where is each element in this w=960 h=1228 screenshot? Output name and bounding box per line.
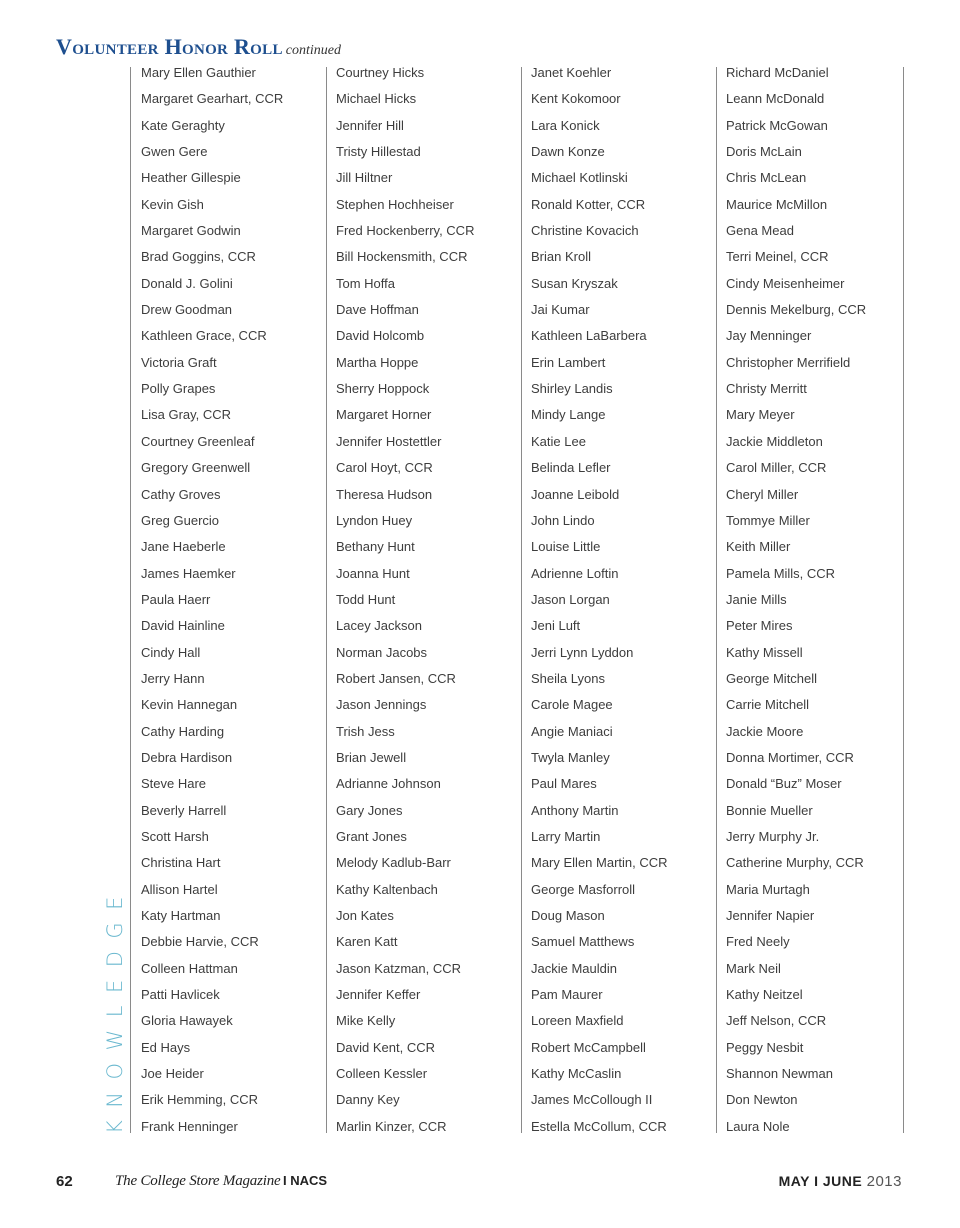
honoree-name: Loreen Maxfield — [531, 1013, 624, 1029]
honoree-name: Kathleen LaBarbera — [531, 328, 647, 344]
honoree-name: Kevin Gish — [141, 196, 204, 212]
honoree-name: Jennifer Hostettler — [336, 433, 442, 449]
publisher-name: NACS — [290, 1173, 328, 1188]
honoree-name: Gena Mead — [726, 223, 794, 239]
honoree-name: Leann McDonald — [726, 91, 825, 107]
honoree-name: Belinda Lefler — [531, 460, 611, 476]
honoree-name: Katie Lee — [531, 433, 586, 449]
honoree-name: Mary Ellen Gauthier — [141, 65, 256, 80]
honoree-name: Jon Kates — [336, 908, 394, 923]
honoree-name: Mary Meyer — [726, 407, 795, 423]
honoree-name: Stephen Hochheiser — [336, 196, 454, 212]
honoree-name: Jackie Moore — [726, 723, 804, 739]
honoree-name: Fred Hockenberry, CCR — [336, 223, 475, 239]
honoree-name: Joe Heider — [141, 1066, 204, 1082]
honoree-name: Trish Jess — [336, 723, 395, 739]
honoree-name: Louise Little — [531, 539, 601, 555]
honoree-name: Kent Kokomoor — [531, 91, 621, 107]
honoree-name: Jeff Nelson, CCR — [726, 1013, 827, 1029]
issue-year: 2013 — [866, 1173, 902, 1190]
honoree-name: Erin Lambert — [531, 354, 606, 370]
honoree-name: Pam Maurer — [531, 987, 603, 1003]
honoree-name: Jeni Luft — [531, 618, 581, 634]
section-subtitle: continued — [285, 43, 341, 58]
name-column-3 — [531, 60, 668, 1140]
honoree-name: Karen Katt — [336, 934, 398, 950]
honoree-name: Janie Mills — [726, 591, 787, 607]
honoree-name: Kevin Hannegan — [141, 697, 238, 713]
magazine-title — [115, 1173, 280, 1190]
honoree-name: David Holcomb — [336, 328, 425, 344]
honoree-name: Mary Ellen Martin, CCR — [531, 855, 668, 871]
honoree-name: Gwen Gere — [141, 144, 208, 160]
honoree-name: Jason Katzman, CCR — [336, 960, 461, 976]
honoree-name: Cathy Groves — [141, 486, 221, 502]
honoree-name: Frank Henninger — [141, 1118, 238, 1134]
issue-months: MAY I JUNE — [778, 1173, 863, 1189]
honoree-name: Robert McCampbell — [531, 1039, 646, 1055]
honoree-name: Jerry Murphy Jr. — [726, 828, 820, 844]
honoree-name: Paula Haerr — [141, 591, 211, 607]
honoree-name: Cheryl Miller — [726, 486, 799, 502]
honoree-name: Drew Goodman — [141, 302, 233, 318]
honoree-name: Tom Hoffa — [336, 275, 396, 291]
column-divider — [716, 67, 717, 1133]
honoree-name: Greg Guercio — [141, 512, 220, 528]
honoree-name: Susan Kryszak — [531, 275, 618, 291]
honoree-name: Doug Mason — [531, 908, 605, 923]
honoree-name: Lyndon Huey — [336, 512, 413, 528]
honoree-name: Donald J. Golini — [141, 275, 233, 291]
honoree-name: Erik Hemming, CCR — [141, 1092, 259, 1108]
honoree-name: Jackie Mauldin — [531, 960, 617, 976]
honoree-name: Carol Hoyt, CCR — [336, 460, 433, 476]
publisher-label — [283, 1173, 327, 1188]
honoree-name: Samuel Matthews — [531, 934, 635, 950]
honoree-name: Scott Harsh — [141, 828, 209, 844]
honoree-name: Dawn Konze — [531, 144, 605, 160]
honoree-name: Kathy Neitzel — [726, 987, 803, 1003]
honoree-name: Jennifer Hill — [336, 117, 404, 133]
honoree-name: Jill Hiltner — [336, 170, 393, 186]
honoree-name: Chris McLean — [726, 170, 807, 186]
honoree-name: Carrie Mitchell — [726, 697, 810, 713]
honoree-name: Lisa Gray, CCR — [141, 407, 232, 423]
name-column-1 — [141, 60, 283, 1140]
honoree-name: Carol Miller, CCR — [726, 460, 827, 476]
honoree-name: Mark Neil — [726, 960, 781, 976]
honoree-name: Theresa Hudson — [336, 486, 433, 502]
honoree-name: Gloria Hawayek — [141, 1013, 233, 1029]
honoree-name: Margaret Godwin — [141, 223, 241, 239]
honoree-name: Jackie Middleton — [726, 433, 823, 449]
honoree-name: Dave Hoffman — [336, 302, 419, 318]
honoree-name: Bonnie Mueller — [726, 802, 813, 818]
honoree-name: Brian Jewell — [336, 749, 407, 765]
honoree-name: Mike Kelly — [336, 1013, 396, 1029]
honoree-name: Kathy Kaltenbach — [336, 881, 438, 897]
honoree-name: Colleen Kessler — [336, 1066, 428, 1082]
honoree-name: Janet Koehler — [531, 65, 612, 80]
honoree-name: Cathy Harding — [141, 723, 225, 739]
honoree-name: Dennis Mekelburg, CCR — [726, 302, 867, 318]
honoree-name: Adrianne Johnson — [336, 776, 441, 792]
honoree-name: Laura Nole — [726, 1118, 790, 1134]
honoree-name: Cindy Hall — [141, 644, 201, 660]
honoree-name: Fred Neely — [726, 934, 790, 950]
honoree-name: Beverly Harrell — [141, 802, 227, 818]
honoree-name: Martha Hoppe — [336, 354, 419, 370]
honoree-name: Heather Gillespie — [141, 170, 241, 186]
honoree-name: Adrienne Loftin — [531, 565, 619, 581]
honoree-name: Richard McDaniel — [726, 65, 829, 80]
honoree-name: Peter Mires — [726, 618, 793, 634]
honoree-name: Polly Grapes — [141, 381, 216, 397]
honoree-name: Lara Konick — [531, 117, 600, 133]
honoree-name: Michael Hicks — [336, 91, 417, 107]
honoree-name: Maurice McMillon — [726, 196, 828, 212]
honoree-name: Kate Geraghty — [141, 117, 225, 133]
honoree-name: Kathy McCaslin — [531, 1066, 622, 1082]
honoree-name: Grant Jones — [336, 828, 407, 844]
side-section-label: KNOWLEDGE — [103, 884, 127, 1134]
honoree-name: Sherry Hoppock — [336, 381, 430, 397]
honoree-name: Doris McLain — [726, 144, 802, 160]
honoree-name: James McCollough II — [531, 1092, 653, 1108]
honoree-name: Katy Hartman — [141, 908, 221, 923]
honoree-name: Jay Menninger — [726, 328, 812, 344]
honoree-name: Cindy Meisenheimer — [726, 275, 845, 291]
honoree-name: Twyla Manley — [531, 749, 610, 765]
honoree-name: Lacey Jackson — [336, 618, 422, 634]
honoree-name: Marlin Kinzer, CCR — [336, 1118, 447, 1134]
honoree-name: Joanna Hunt — [336, 565, 410, 581]
page-number: 62 — [56, 1173, 73, 1190]
honoree-name: Tommye Miller — [726, 512, 810, 528]
honoree-name: Christopher Merrifield — [726, 354, 851, 370]
honoree-name: Anthony Martin — [531, 802, 619, 818]
honoree-name: Colleen Hattman — [141, 960, 238, 976]
section-title: Volunteer Honor Roll — [56, 34, 283, 59]
honoree-name: Bill Hockensmith, CCR — [336, 249, 468, 265]
honoree-name: Melody Kadlub-Barr — [336, 855, 451, 871]
honoree-name: Terri Meinel, CCR — [726, 249, 829, 265]
honoree-name: Steve Hare — [141, 776, 207, 792]
honoree-name: Brian Kroll — [531, 249, 591, 265]
honoree-name: Estella McCollum, CCR — [531, 1118, 667, 1134]
honoree-name: Debra Hardison — [141, 749, 233, 765]
honoree-name: Christina Hart — [141, 855, 221, 871]
honoree-name: Tristy Hillestad — [336, 144, 421, 160]
honoree-name: Victoria Graft — [141, 354, 217, 370]
column-divider — [130, 67, 131, 1133]
honoree-name: Sheila Lyons — [531, 670, 605, 686]
honoree-name: Michael Kotlinski — [531, 170, 628, 186]
honoree-name: John Lindo — [531, 512, 595, 528]
honoree-name: Brad Goggins, CCR — [141, 249, 256, 265]
honoree-name: Jai Kumar — [531, 302, 590, 318]
honoree-name: Bethany Hunt — [336, 539, 415, 555]
honoree-name: Kathleen Grace, CCR — [141, 328, 267, 344]
column-divider — [521, 67, 522, 1133]
honoree-name: Todd Hunt — [336, 591, 396, 607]
honoree-name: Donna Mortimer, CCR — [726, 749, 854, 765]
honoree-name: Larry Martin — [531, 828, 601, 844]
honoree-name: Donald “Buz” Moser — [726, 776, 842, 792]
honoree-name: Courtney Hicks — [336, 65, 425, 80]
honoree-name: Robert Jansen, CCR — [336, 670, 456, 686]
honoree-name: Jane Haeberle — [141, 539, 226, 555]
honoree-name: Gregory Greenwell — [141, 460, 251, 476]
honoree-name: Shannon Newman — [726, 1066, 833, 1082]
honoree-name: Allison Hartel — [141, 881, 218, 897]
honoree-name: David Kent, CCR — [336, 1039, 435, 1055]
honoree-name: Patti Havlicek — [141, 987, 220, 1003]
honoree-name: Debbie Harvie, CCR — [141, 934, 259, 950]
honoree-name: Shirley Landis — [531, 381, 613, 397]
honoree-name: Kathy Missell — [726, 644, 803, 660]
honoree-name: Patrick McGowan — [726, 117, 828, 133]
honoree-name: Danny Key — [336, 1092, 400, 1108]
honoree-name: Jennifer Keffer — [336, 987, 421, 1003]
honoree-name: Norman Jacobs — [336, 644, 428, 660]
honoree-name: Peggy Nesbit — [726, 1039, 804, 1055]
honoree-name: Mindy Lange — [531, 407, 606, 423]
column-divider — [326, 67, 327, 1133]
honoree-name: Carole Magee — [531, 697, 613, 713]
honoree-name: Jason Jennings — [336, 697, 427, 713]
honoree-name: David Hainline — [141, 618, 225, 634]
footer-separator: I — [283, 1173, 287, 1188]
honoree-name: George Masforroll — [531, 881, 636, 897]
page-heading — [56, 34, 341, 60]
honoree-name: Jerry Hann — [141, 670, 205, 686]
honoree-name: George Mitchell — [726, 670, 818, 686]
name-column-2 — [336, 60, 474, 1140]
honoree-name: Don Newton — [726, 1092, 798, 1108]
honoree-name: Paul Mares — [531, 776, 597, 792]
honoree-name: Ed Hays — [141, 1039, 191, 1055]
honoree-name: Jason Lorgan — [531, 591, 610, 607]
name-column-4 — [726, 60, 866, 1140]
honoree-name: Gary Jones — [336, 802, 403, 818]
issue-date — [779, 1173, 902, 1190]
honoree-name: Jerri Lynn Lyddon — [531, 644, 634, 660]
honoree-name: Angie Maniaci — [531, 723, 613, 739]
honoree-name: James Haemker — [141, 565, 236, 581]
column-divider — [903, 67, 904, 1133]
honoree-name: Margaret Gearhart, CCR — [141, 91, 284, 107]
magazine-name: The College Store Magazine — [115, 1173, 281, 1189]
honoree-name: Ronald Kotter, CCR — [531, 196, 646, 212]
honoree-name: Christine Kovacich — [531, 223, 639, 239]
honoree-name: Christy Merritt — [726, 381, 807, 397]
honoree-name: Keith Miller — [726, 539, 791, 555]
honoree-name: Joanne Leibold — [531, 486, 620, 502]
honoree-name: Catherine Murphy, CCR — [726, 855, 864, 871]
honoree-name: Maria Murtagh — [726, 881, 810, 897]
honoree-name: Courtney Greenleaf — [141, 433, 255, 449]
honoree-name: Jennifer Napier — [726, 908, 815, 923]
honoree-name: Pamela Mills, CCR — [726, 565, 836, 581]
honoree-name: Margaret Horner — [336, 407, 432, 423]
